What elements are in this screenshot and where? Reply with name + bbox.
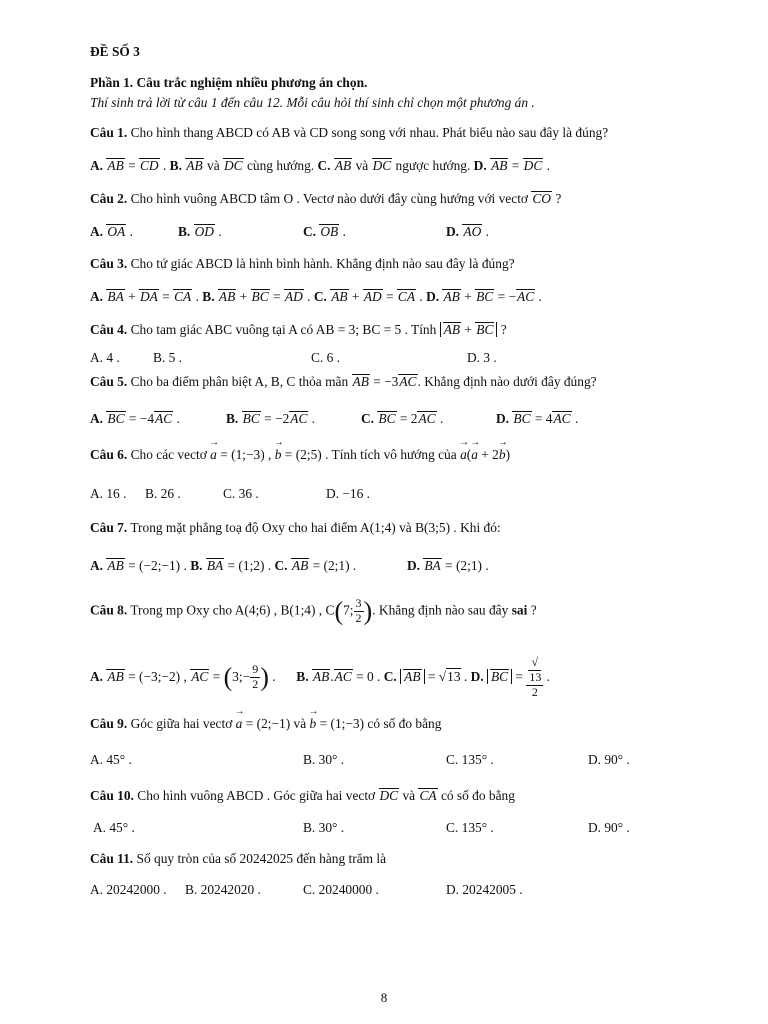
question-3-options: A. BA + DA = CA . B. AB + BC = AD . C. AB + AD = CA . D. AB + BC = −AC . [90,289,542,304]
question-2-label: Câu 2. [90,191,128,206]
question-11-stem: Số quy tròn của số 20242025 đến hàng trăm là [136,851,387,866]
question-5-option-c: C. BC = 2AC . [361,411,444,426]
question-7-options: A. AB = (−2;−1) . B. BA = (1;2) . C. AB = (2;1) . D. BA = (2;1) . [90,558,489,573]
question-11-option-a: A. 20242000 . [90,882,167,897]
question-4-stem: Cho tam giác ABC vuông tại A có AB = 3; BC = 5 . Tính [130,322,437,337]
question-9-label: Câu 9. [90,716,128,731]
question-10-tail: có số đo bằng [440,788,515,803]
question-6: Câu 6. Cho các vectơ → a = (1;−3) , → b = (2;5) . Tính tích vô hướng của → a(→ a + 2→ b) [90,447,510,463]
question-8-bold-word: sai [511,602,528,618]
question-11 [90,851,386,867]
question-5-option-d: D. BC = 4AC . [496,411,579,426]
question-10-option-c: C. 135° . [446,820,494,835]
question-11-option-b: B. 20242020 . [185,882,261,897]
question-8-tail: . Khẳng định nào sau đây [372,602,509,618]
question-6-option-b: B. 26 . [145,486,181,501]
question-4: Câu 4. Cho tam giác ABC vuông tại A có AB = 3; BC = 5 . Tính AB + BC ? [90,322,507,337]
question-2-option-a: A. OA . [90,224,133,239]
question-8-options: A. AB = (−3;−2) , AC = (3;− $\frac{9}{2}$ ) . B. AB.AC = 0 . C. AB = √13 . D. BC = √ 13 2 . [90,655,551,699]
question-10: Câu 10. Cho hình vuông ABCD . Góc giữa hai vectơ DC và CA có số đo bằng [90,788,515,803]
question-1-options: A. AB = CD . B. AB và DC cùng hướng. C. AB và DC ngược hướng. D. AB = DC . [90,158,550,173]
question-6-option-a: A. 16 . [90,486,127,501]
question-9-option-a: A. 45° . [90,752,132,767]
question-8-end: ? [530,602,537,618]
question-11-label: Câu 11. [90,851,134,866]
question-9-tail: có số đo bằng [367,716,442,731]
question-7 [90,520,501,536]
part-instruction: Thí sinh trả lời từ câu 1 đến câu 12. Mỗi câu hỏi thí sinh chỉ chọn một phương án . [90,95,535,110]
question-4-option-c: C. 6 . [311,350,341,365]
question-11-option-c: C. 20240000 . [303,882,379,897]
question-5-option-a: A. BC = −4AC . [90,411,180,426]
question-2-option-c: C. OB . [303,224,346,239]
question-8-stem: Trong mp Oxy cho [130,602,233,618]
question-6-tail: Tính tích vô hướng của [331,447,457,462]
question-2-option-b: B. OD . [178,224,222,239]
question-4-label: Câu 4. [90,322,128,337]
question-7-label: Câu 7. [90,520,128,535]
question-6-stem: Cho các vectơ [130,447,207,462]
question-7-stem: Trong mặt phẳng toạ độ Oxy cho hai điểm A(1;4) và B(3;5) . Khi đó: [130,520,501,535]
exam-title: ĐỀ SỐ 3 [90,44,140,59]
question-4-option-d: D. 3 . [467,350,497,365]
question-9-option-b: B. 30° . [303,752,345,767]
question-3 [90,256,515,272]
question-5: Câu 5. Cho ba điểm phân biệt A, B, C thỏa mãn AB = −3AC. Khẳng định nào dưới đây đúng? [90,374,597,389]
question-9-option-d: D. 90° . [588,752,630,767]
question-9: Câu 9. Góc giữa hai vectơ → a = (2;−1) và → b = (1;−3) có số đo bằng [90,716,441,732]
question-2: Câu 2. Cho hình vuông ABCD tâm O . Vectơ nào dưới đây cùng hướng với vectơ CO ? [90,191,562,206]
question-5-option-b: B. BC = −2AC . [226,411,316,426]
question-9-option-c: C. 135° . [446,752,494,767]
question-8: Câu 8. Trong mp Oxy cho A(4;6) , B(1;4) , C(7; $\frac{3}{2}$ ). Khẳng định nào sau đây sai ? [90,596,537,626]
question-5-stem: Cho ba điểm phân biệt A, B, C thỏa mãn [130,374,349,389]
question-3-label: Câu 3. [90,256,128,271]
question-4-option-a: A. 4 . [90,350,120,365]
question-1-label: Câu 1. [90,125,128,140]
question-6-option-d: D. −16 . [326,486,371,501]
question-10-stem: Cho hình vuông ABCD . Góc giữa hai vectơ [137,788,376,803]
question-10-option-a: A. 45° . [93,820,135,835]
question-1 [90,125,608,141]
question-10-option-b: B. 30° . [303,820,345,835]
question-10-label: Câu 10. [90,788,134,803]
question-6-option-c: C. 36 . [223,486,259,501]
question-5-label: Câu 5. [90,374,128,389]
question-4-option-b: B. 5 . [153,350,183,365]
question-2-stem: Cho hình vuông ABCD tâm O . Vectơ nào dưới đây cùng hướng với vectơ [130,191,528,206]
question-2-option-d: D. AO . [446,224,489,239]
question-6-label: Câu 6. [90,447,128,462]
question-11-option-d: D. 20242005 . [446,882,523,897]
question-10-option-d: D. 90° . [588,820,630,835]
part-heading: Phần 1. Câu trắc nghiệm nhiều phương án chọn. [90,75,368,90]
question-5-tail: . Khẳng định nào dưới đây đúng? [417,374,597,389]
question-1-stem: Cho hình thang ABCD có AB và CD song song với nhau. Phát biểu nào sau đây là đúng? [130,125,609,140]
question-8-label: Câu 8. [90,602,128,618]
question-9-stem: Góc giữa hai vectơ [130,716,233,731]
question-3-stem: Cho tứ giác ABCD là hình bình hành. Khẳng định nào sau đây là đúng? [130,256,515,271]
page-number: 8 [380,990,388,1005]
